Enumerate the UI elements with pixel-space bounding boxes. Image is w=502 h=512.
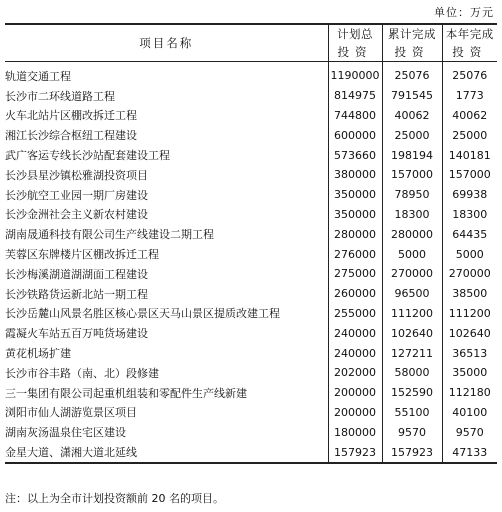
plan-total-cell: 744800 <box>328 106 382 126</box>
cumulative-cell: 58000 <box>382 363 442 383</box>
table-row <box>5 106 497 126</box>
cumulative-cell: 152590 <box>382 383 442 403</box>
cumulative-cell: 270000 <box>382 264 442 284</box>
plan-total-cell: 180000 <box>328 422 382 442</box>
header-cumulative <box>382 24 442 62</box>
project-name-cell: 黄花机场扩建 <box>5 347 71 361</box>
this-year-cell: 40100 <box>442 403 497 423</box>
project-name-cell: 浏阳市仙人湖游览景区项目 <box>5 406 137 420</box>
this-year-cell: 69938 <box>442 185 497 205</box>
footnote: 注：以上为全市计划投资额前 20 名的项目。 <box>5 492 224 505</box>
plan-total-cell: 275000 <box>328 264 382 284</box>
project-name-cell: 长沙市二环线道路工程 <box>5 89 115 103</box>
this-year-cell: 112180 <box>442 383 497 403</box>
this-year-cell: 38500 <box>442 284 497 304</box>
project-name-cell: 芙蓉区东牌楼片区棚改拆迁工程 <box>5 248 159 262</box>
plan-total-cell: 200000 <box>328 383 382 403</box>
project-name-cell: 长沙岳麓山风景名胜区核心景区天马山景区提质改建工程 <box>5 307 280 321</box>
table-row <box>5 224 497 244</box>
project-name-cell: 长沙县星沙镇松雅湖投资项目 <box>5 168 148 182</box>
cumulative-cell: 78950 <box>382 185 442 205</box>
table-row <box>5 323 497 343</box>
table-row <box>5 145 497 165</box>
cumulative-cell: 280000 <box>382 224 442 244</box>
project-name-cell: 长沙铁路货运新北站一期工程 <box>5 287 148 301</box>
this-year-cell: 9570 <box>442 422 497 442</box>
cumulative-cell: 9570 <box>382 422 442 442</box>
this-year-cell: 140181 <box>442 145 497 165</box>
table-row <box>5 125 497 145</box>
header-this-year <box>442 24 497 62</box>
plan-total-cell: 350000 <box>328 185 382 205</box>
this-year-cell: 40062 <box>442 106 497 126</box>
project-name-cell: 金星大道、潇湘大道北延线 <box>5 442 328 463</box>
this-year-cell: 1773 <box>442 86 497 106</box>
table-row <box>5 343 497 363</box>
table-row <box>5 442 497 463</box>
this-year-cell: 18300 <box>442 205 497 225</box>
cumulative-cell: 791545 <box>382 86 442 106</box>
cumulative-cell: 111200 <box>382 304 442 324</box>
table-row <box>5 165 497 185</box>
project-name-cell: 武广客运专线长沙站配套建设工程 <box>5 149 170 163</box>
table-row <box>5 403 497 423</box>
cumulative-cell: 102640 <box>382 323 442 343</box>
cumulative-cell: 127211 <box>382 343 442 363</box>
table-row <box>5 363 497 383</box>
plan-total-cell: 255000 <box>328 304 382 324</box>
project-name-cell: 湖南灰汤温泉住宅区建设 <box>5 426 126 440</box>
cumulative-cell: 5000 <box>382 244 442 264</box>
plan-total-cell: 276000 <box>328 244 382 264</box>
cumulative-cell: 40062 <box>382 106 442 126</box>
investment-table <box>5 23 497 464</box>
project-name-cell: 湖南晟通科技有限公司生产线建设二期工程 <box>5 228 214 242</box>
table-row <box>5 62 497 86</box>
header-this-year-line1: 本年完成 <box>445 27 494 41</box>
this-year-cell: 102640 <box>442 323 497 343</box>
this-year-cell: 25000 <box>442 125 497 145</box>
header-cumulative-line1: 累计完成 <box>388 27 436 41</box>
plan-total-cell: 200000 <box>328 403 382 423</box>
header-plan-total <box>328 24 382 62</box>
this-year-cell: 36513 <box>442 343 497 363</box>
header-this-year-line2: 投资 <box>452 45 488 59</box>
plan-total-cell: 202000 <box>328 363 382 383</box>
this-year-cell: 270000 <box>442 264 497 284</box>
header-plan-line1: 计划总 <box>337 27 373 41</box>
this-year-cell: 35000 <box>442 363 497 383</box>
project-name-cell: 霞凝火车站五百万吨货场建设 <box>5 327 148 341</box>
cumulative-cell: 157923 <box>382 442 442 463</box>
plan-total-cell: 350000 <box>328 205 382 225</box>
table-row <box>5 244 497 264</box>
table-row <box>5 284 497 304</box>
table-row <box>5 264 497 284</box>
this-year-cell: 25076 <box>442 62 497 86</box>
table-body <box>5 62 497 463</box>
project-name-cell: 湘江长沙综合枢纽工程建设 <box>5 129 137 143</box>
table-row <box>5 304 497 324</box>
cumulative-cell: 25076 <box>382 62 442 86</box>
project-name-cell: 长沙航空工业园一期厂房建设 <box>5 188 148 202</box>
project-name-cell: 长沙市谷丰路（南、北）段修建 <box>5 366 159 380</box>
table-row <box>5 86 497 106</box>
cumulative-cell: 55100 <box>382 403 442 423</box>
cumulative-cell: 96500 <box>382 284 442 304</box>
cumulative-cell: 157000 <box>382 165 442 185</box>
this-year-cell: 64435 <box>442 224 497 244</box>
plan-total-cell: 240000 <box>328 343 382 363</box>
table-row <box>5 185 497 205</box>
plan-total-cell: 573660 <box>328 145 382 165</box>
cumulative-cell: 198194 <box>382 145 442 165</box>
table-row <box>5 205 497 225</box>
this-year-cell: 5000 <box>442 244 497 264</box>
plan-total-cell: 157923 <box>328 442 382 463</box>
project-name-cell: 轨道交通工程 <box>5 69 71 83</box>
plan-total-cell: 240000 <box>328 323 382 343</box>
this-year-cell: 111200 <box>442 304 497 324</box>
header-plan-line2: 投资 <box>337 45 373 59</box>
plan-total-cell: 1190000 <box>328 62 382 86</box>
project-name-cell: 长沙金洲社会主义新农村建设 <box>5 208 148 222</box>
project-name-cell: 长沙梅溪湖道湖湖面工程建设 <box>5 267 148 281</box>
unit-label: 单位：万元 <box>434 6 494 19</box>
plan-total-cell: 600000 <box>328 125 382 145</box>
plan-total-cell: 380000 <box>328 165 382 185</box>
header-cumulative-line2: 投资 <box>394 45 430 59</box>
cumulative-cell: 18300 <box>382 205 442 225</box>
table-row <box>5 422 497 442</box>
cumulative-cell: 25000 <box>382 125 442 145</box>
plan-total-cell: 280000 <box>328 224 382 244</box>
header-project-name: 项目名称 <box>5 24 328 62</box>
project-name-cell: 火车北站片区棚改拆迁工程 <box>5 109 137 123</box>
this-year-cell: 47133 <box>442 442 497 463</box>
this-year-cell: 157000 <box>442 165 497 185</box>
plan-total-cell: 260000 <box>328 284 382 304</box>
project-name-cell: 三一集团有限公司起重机组装和零配件生产线新建 <box>5 386 247 400</box>
table-row <box>5 383 497 403</box>
plan-total-cell: 814975 <box>328 86 382 106</box>
table-header-row <box>5 24 497 62</box>
